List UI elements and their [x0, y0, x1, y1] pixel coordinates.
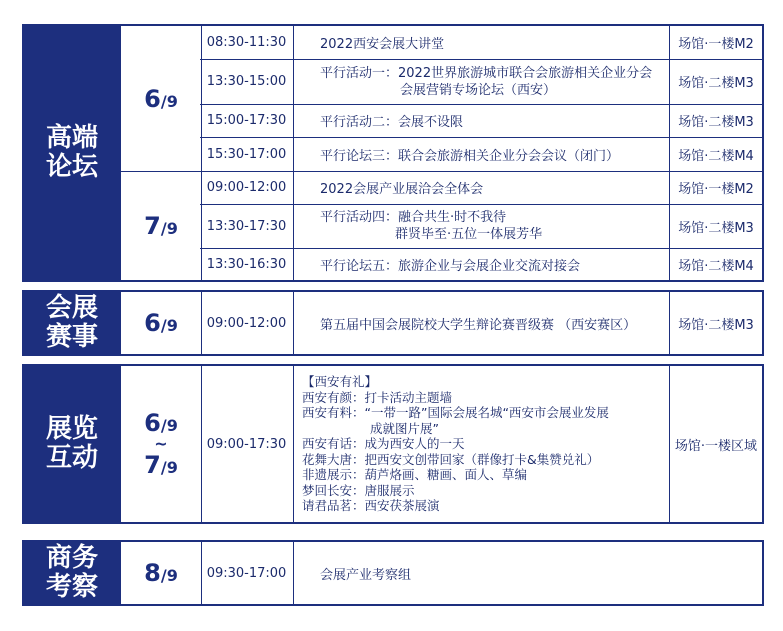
section-high-end-forum [22, 24, 764, 282]
list-item: 非遗展示：葫芦烙画、糖画、面人、草编 [302, 467, 528, 483]
time-cell: 09:00-17:30 [200, 366, 294, 522]
event-title: 平行活动一：2022世界旅游城市联合会旅游相关企业分会 会展营销专场论坛（西安） [294, 59, 670, 104]
time-cell: 08:30-11:30 [200, 26, 294, 59]
time-cell: 09:00-12:00 [200, 292, 294, 354]
venue-cell: 场馆·二楼M4 [678, 258, 754, 274]
category-label: 展览 互动 [24, 366, 120, 522]
section-business-visit [22, 540, 764, 606]
event-title: 平行活动二：会展不设限 [294, 104, 670, 137]
time-cell: 13:30-17:30 [200, 204, 294, 248]
event-title: 2022西安会展大讲堂 [294, 26, 670, 59]
venue-cell: 场馆·一楼M2 [678, 182, 754, 197]
time-cell: 15:30-17:00 [200, 137, 294, 171]
venue-cell: 场馆·二楼M3 [678, 115, 754, 130]
time-cell: 09:30-17:00 [200, 542, 294, 604]
date-cell: 8/9 [120, 542, 202, 604]
venue-cell: 场馆·二楼M3 [678, 317, 754, 333]
list-item: 成就图片展” [370, 420, 439, 436]
event-title: 平行活动四：融合共生·时不我待 群贤毕至·五位一体展芳华 [294, 204, 670, 248]
venue-cell: 场馆·二楼M3 [678, 76, 754, 91]
date-cell: 6/9 ~ 7/9 [120, 366, 202, 522]
event-title: 第五届中国会展院校大学生辩论赛晋级赛 （西安赛区） [294, 292, 670, 354]
time-cell: 13:30-15:00 [200, 59, 294, 104]
event-title: 平行论坛三：联合会旅游相关企业分会会议（闭门） [294, 137, 670, 171]
date-cell: 7/9 [120, 171, 202, 280]
list-item: 【西安有礼】 [302, 374, 378, 390]
date-cell: 6/9 [120, 292, 202, 354]
section-competition [22, 290, 764, 356]
category-label: 会展 赛事 [24, 292, 120, 354]
event-title: 平行论坛五：旅游企业与会展企业交流对接会 [294, 248, 670, 280]
time-cell: 09:00-12:00 [200, 171, 294, 204]
event-title: 会展产业考察组 [320, 567, 412, 583]
list-item: 西安有颜：打卡活动主题墙 [302, 389, 453, 405]
venue-cell: 场馆·一楼M2 [678, 37, 754, 52]
list-item: 西安有话：成为西安人的一天 [302, 436, 465, 452]
venue-cell: 场馆·一楼区域 [674, 438, 758, 454]
time-cell: 13:30-16:30 [200, 248, 294, 280]
list-item: 花舞大唐：把西安文创带回家（群像打卡&集赞兑礼） [302, 451, 600, 467]
list-item: 请君品茗：西安茯茶展演 [302, 498, 440, 514]
list-item: 西安有料：“一带一路”国际会展名城“西安市会展业发展 [302, 405, 609, 421]
list-item: 梦回长安：唐服展示 [302, 482, 415, 498]
venue-cell: 场馆·二楼M3 [678, 220, 754, 236]
event-title: 2022会展产业展洽会全体会 [294, 171, 670, 204]
category-label: 高端 论坛 [24, 26, 120, 280]
date-cell: 6/9 [120, 26, 202, 171]
activity-list [294, 366, 670, 522]
time-cell: 15:00-17:30 [200, 104, 294, 137]
venue-cell: 场馆·二楼M4 [678, 148, 754, 164]
category-label: 商务 考察 [24, 542, 120, 604]
section-exhibition [22, 364, 764, 524]
